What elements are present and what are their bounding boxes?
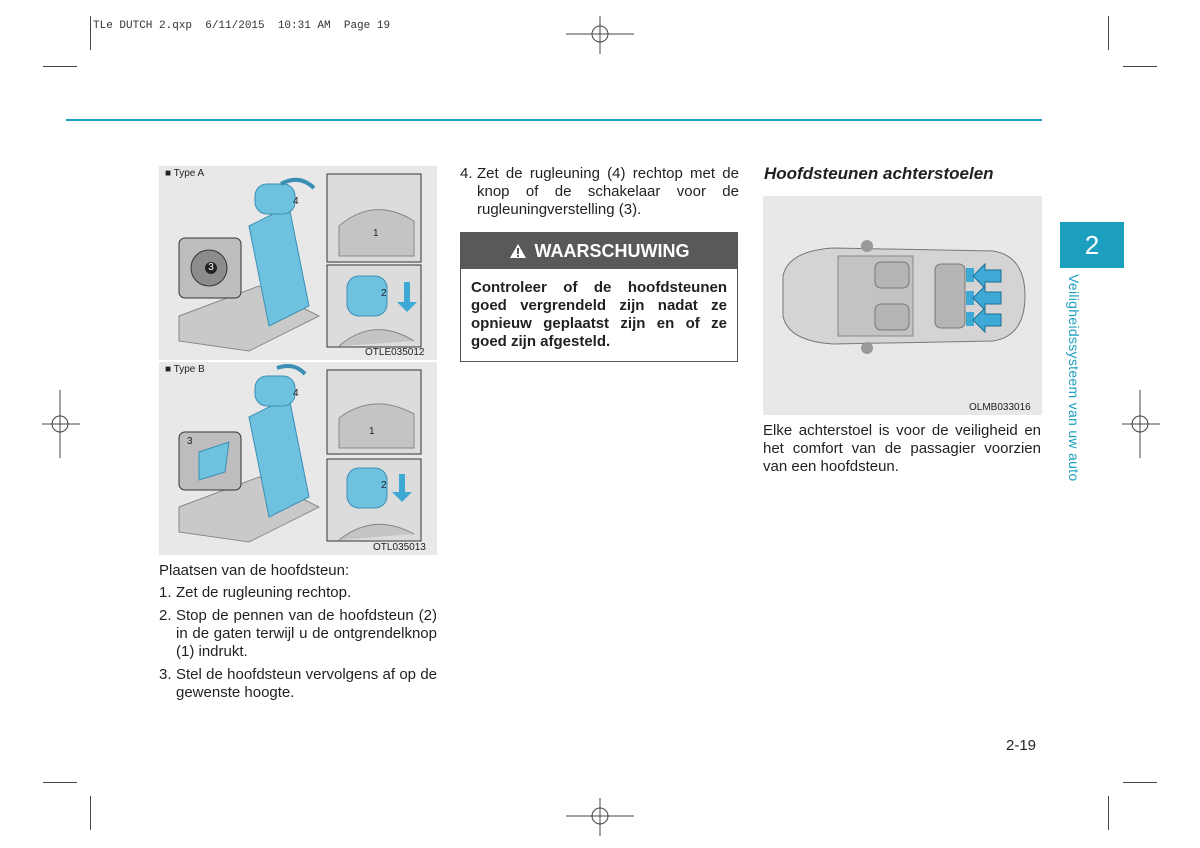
figure-type-a: [159, 166, 437, 360]
step-four: [460, 165, 739, 224]
figure-rear-code: OLMB033016: [969, 402, 1031, 413]
callout-1: 1: [373, 228, 379, 239]
rear-headrest-description: Elke achterstoel is voor de veiligheid en het comfort van de passagier voorzien van een hoofdsteun.: [763, 422, 1041, 475]
installation-steps: [159, 584, 437, 707]
callout-3: 3: [205, 262, 217, 274]
figure-type-b-code: OTL035013: [373, 542, 426, 553]
callout-2: 2: [381, 288, 387, 299]
list-item: 3. Stel de hoofdsteun vervolgens af op de gewenste hoogte.: [159, 666, 437, 701]
section-title: Hoofdsteunen achterstoelen: [764, 164, 994, 183]
list-item: 1. Zet de rugleuning rechtop.: [159, 584, 352, 601]
chapter-tab: 2: [1060, 222, 1124, 268]
header-rule: [66, 119, 1042, 121]
warning-box: [460, 232, 738, 362]
registration-mark-right: [1122, 390, 1160, 458]
figure-type-a-code: OTLE035012: [365, 347, 425, 358]
figure-type-b-label: ■ Type B: [165, 364, 205, 375]
installation-intro: Plaatsen van de hoofdsteun:: [159, 562, 350, 579]
registration-mark-bottom: [566, 798, 634, 836]
callout-3: 3: [187, 436, 193, 447]
figure-type-a-label: ■ Type A: [165, 168, 205, 179]
warning-triangle-icon: [509, 243, 527, 259]
registration-mark-left: [42, 390, 80, 458]
warning-title: WAARSCHUWING: [534, 240, 690, 261]
callout-2: 2: [381, 480, 387, 491]
figure-type-b: [159, 362, 437, 555]
list-item: 2. Stop de pennen van de hoofdsteun (2) in de gaten terwijl u de ontgrendelknop (1) indrukt.: [159, 607, 437, 660]
figure-rear-headrests: [763, 196, 1042, 415]
print-file-info: TLe DUTCH 2.qxp 6/11/2015 10:31 AM Page 19: [93, 20, 391, 32]
warning-text: Controleer of de hoofdsteunen goed vergrendeld zijn nadat ze opnieuw geplaatst zijn en of ze goed zijn afgesteld.: [471, 279, 727, 350]
callout-4: 4: [293, 196, 299, 207]
registration-mark-top: [566, 16, 634, 54]
list-item: 4. Zet de rugleuning (4) rechtop met de knop of de schakelaar voor de rugleuningverstelling (3).: [460, 165, 739, 218]
callout-1: 1: [369, 426, 375, 437]
callout-4: 4: [293, 388, 299, 399]
page-number: 2-19: [1006, 737, 1037, 754]
warning-header: [461, 233, 737, 269]
chapter-title: Veiligheidssysteem van uw auto: [1066, 274, 1082, 482]
